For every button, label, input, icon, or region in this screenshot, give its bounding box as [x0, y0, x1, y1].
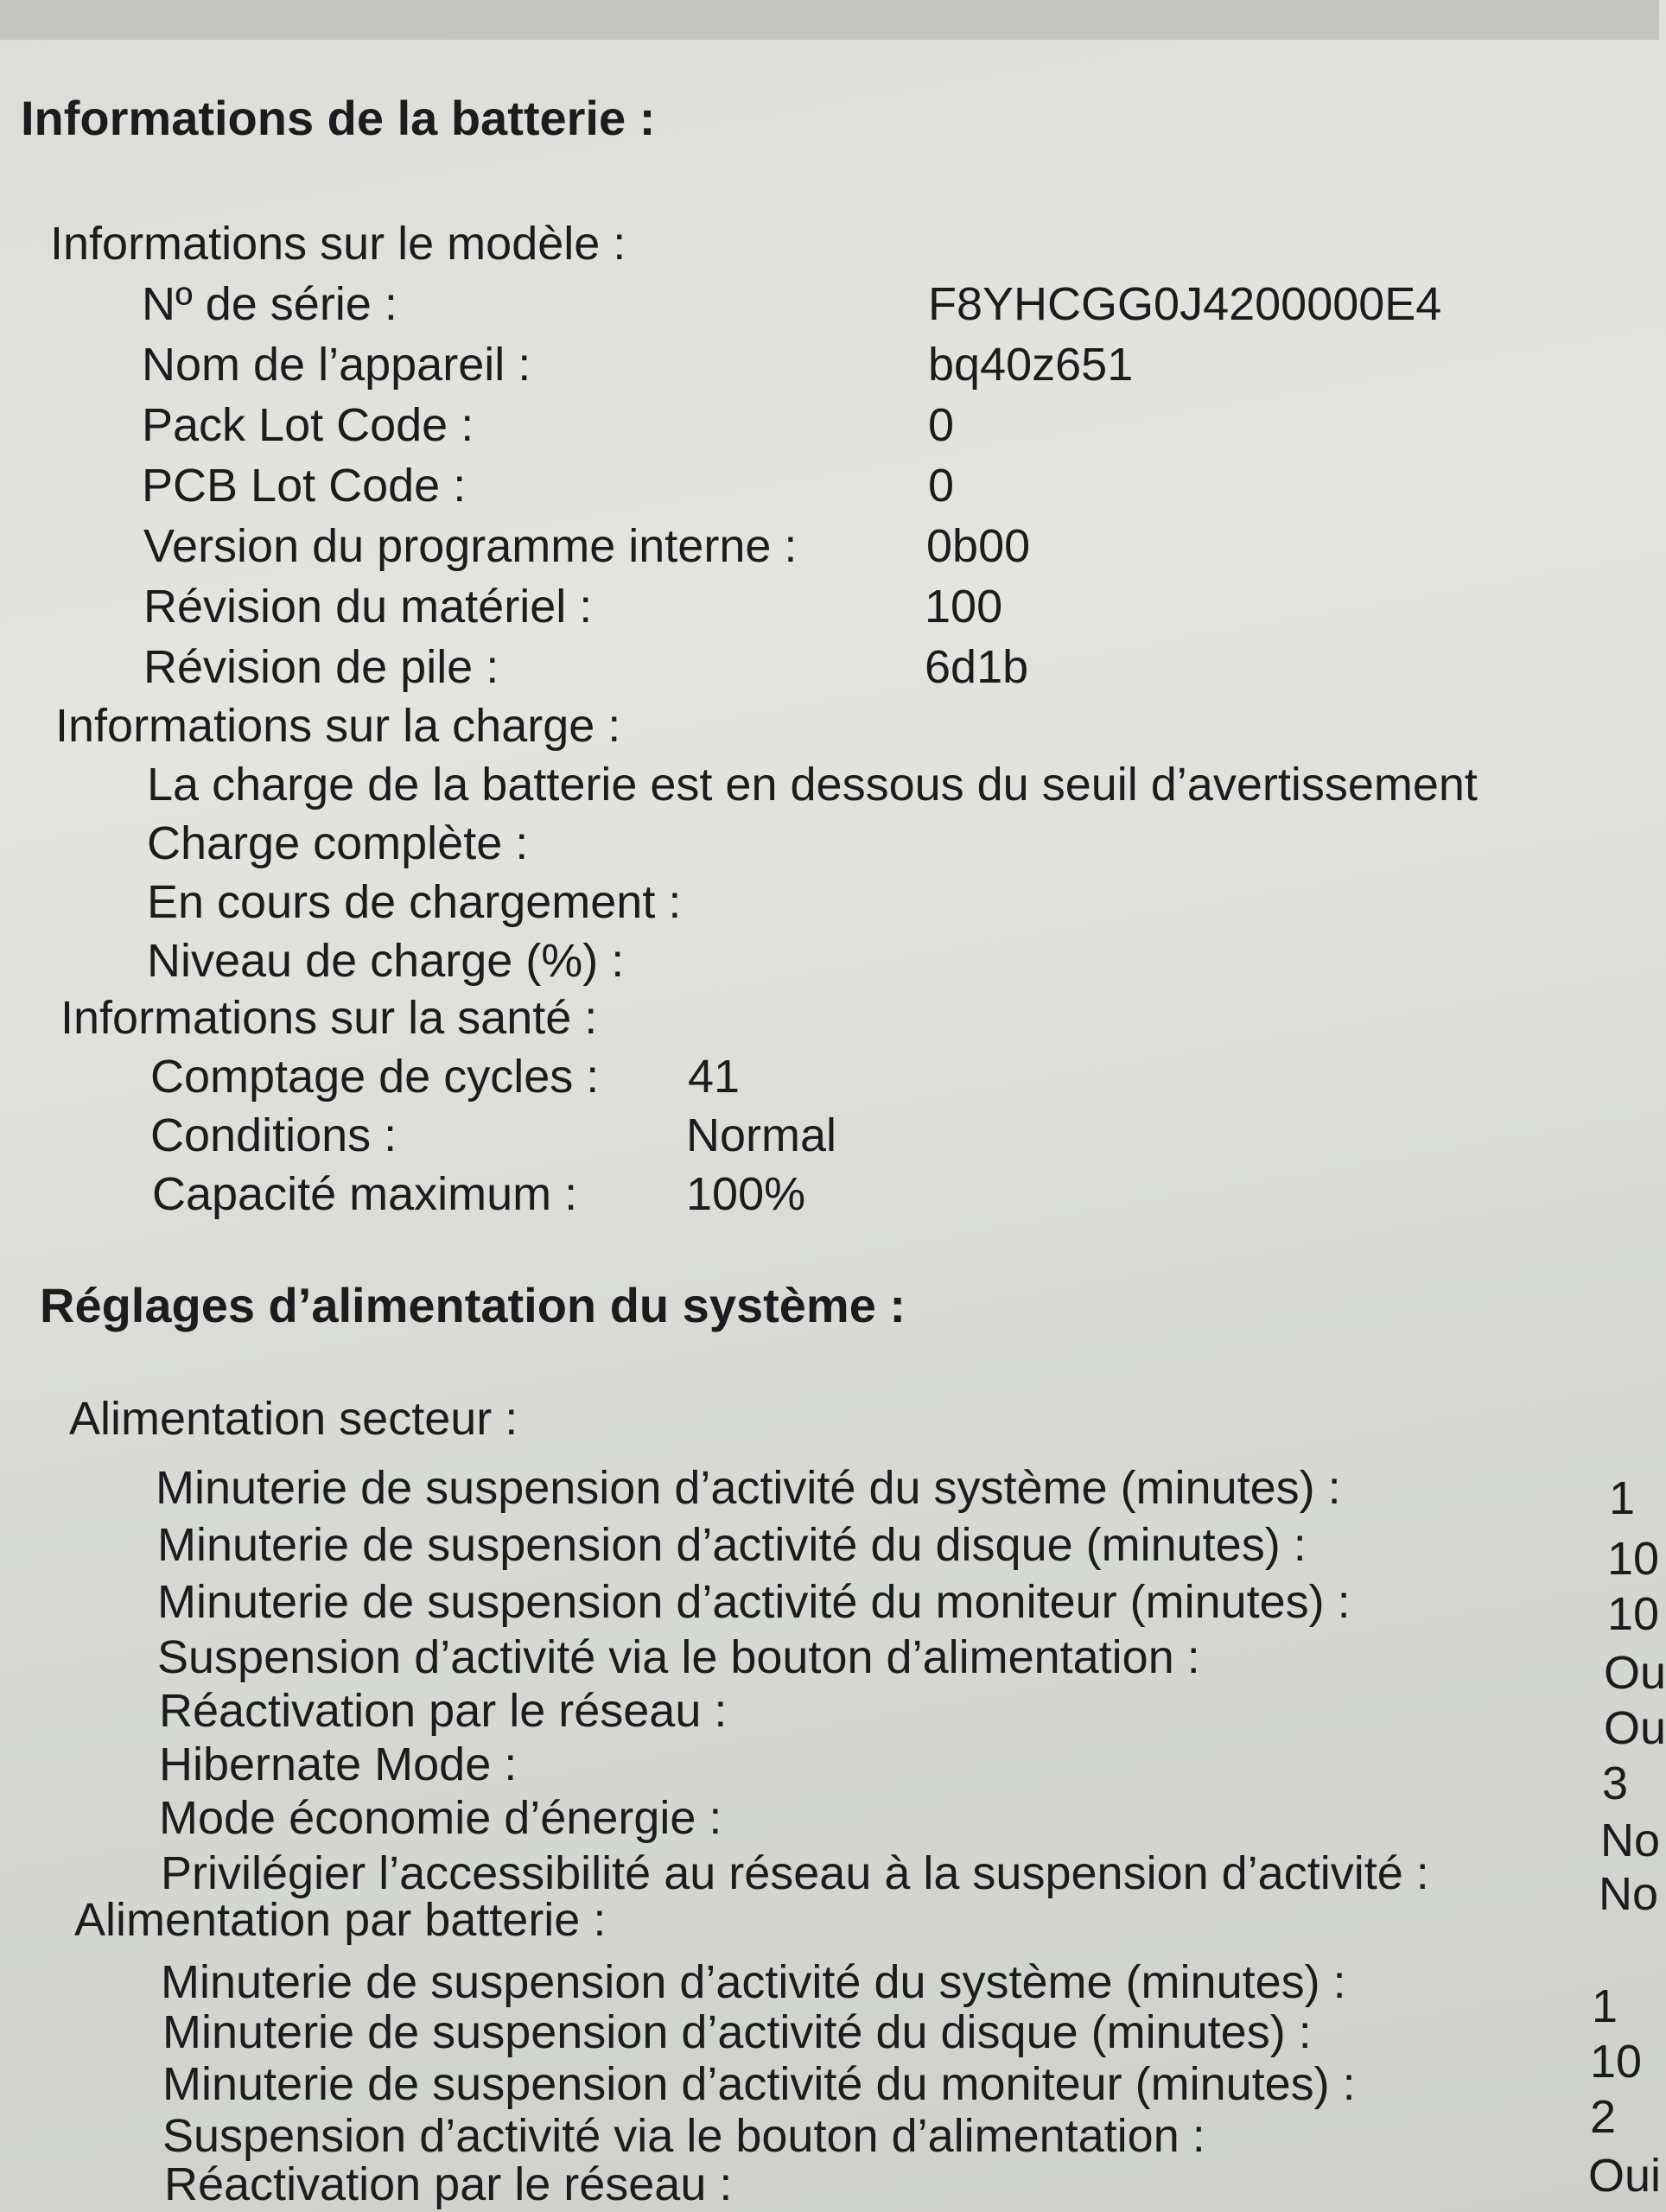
hardware-revision-value: 100: [925, 581, 1003, 632]
batt-display-sleep-label: Minuterie de suspension d’activité du moniteur (minutes) :: [162, 2058, 1356, 2110]
ac-wake-on-lan-label: Réactivation par le réseau :: [159, 1685, 728, 1737]
firmware-version-label: Version du programme interne :: [143, 520, 798, 572]
model-info-heading: Informations sur le modèle :: [50, 218, 626, 270]
cycle-count-label: Comptage de cycles :: [150, 1051, 600, 1103]
health-info-heading: Informations sur la santé :: [60, 992, 598, 1044]
charge-warning-label: La charge de la batterie est en dessous du seuil d’avertissement: [147, 759, 1478, 810]
cycle-count-value: 41: [688, 1051, 741, 1103]
charge-info-heading: Informations sur la charge :: [55, 700, 621, 752]
ac-disk-sleep-value: 10: [1607, 1533, 1660, 1585]
max-capacity-label: Capacité maximum :: [152, 1168, 578, 1220]
batt-power-button-sleep-value: Oui: [1588, 2150, 1662, 2202]
batt-power-button-sleep-label: Suspension d’activité via le bouton d’alimentation :: [162, 2110, 1205, 2162]
condition-label: Conditions :: [150, 1109, 397, 1161]
ac-hibernate-mode-value: 3: [1602, 1758, 1629, 1809]
ac-network-priority-label: Privilégier l’accessibilité au réseau à la suspension d’activité :: [161, 1847, 1429, 1899]
battery-power-heading: Alimentation par batterie :: [74, 1894, 607, 1946]
ac-system-sleep-label: Minuterie de suspension d’activité du système (minutes) :: [156, 1462, 1341, 1514]
device-name-label: Nom de l’appareil :: [142, 339, 531, 391]
ac-low-power-mode-label: Mode économie d’énergie :: [159, 1792, 722, 1844]
ac-wake-on-lan-value: Ou: [1604, 1702, 1666, 1754]
ac-hibernate-mode-label: Hibernate Mode :: [159, 1738, 518, 1790]
charging-label: En cours de chargement :: [147, 876, 682, 928]
batt-display-sleep-value: 2: [1590, 2091, 1617, 2143]
serial-number-value: F8YHCGG0J4200000E4: [928, 278, 1442, 330]
hardware-revision-label: Révision du matériel :: [143, 581, 593, 632]
ac-power-heading: Alimentation secteur :: [69, 1393, 518, 1445]
pack-lot-code-label: Pack Lot Code :: [142, 399, 474, 451]
ac-display-sleep-label: Minuterie de suspension d’activité du moniteur (minutes) :: [157, 1576, 1351, 1628]
pcb-lot-code-label: PCB Lot Code :: [142, 460, 467, 512]
batt-disk-sleep-value: 10: [1590, 2036, 1643, 2088]
batt-system-sleep-label: Minuterie de suspension d’activité du système (minutes) :: [161, 1956, 1346, 2008]
pack-lot-code-value: 0: [928, 399, 955, 451]
batt-system-sleep-value: 1: [1592, 1980, 1618, 2032]
fully-charged-label: Charge complète :: [147, 817, 529, 869]
ac-power-button-sleep-label: Suspension d’activité via le bouton d’alimentation :: [157, 1631, 1200, 1683]
ac-disk-sleep-label: Minuterie de suspension d’activité du disque (minutes) :: [157, 1519, 1307, 1571]
max-capacity-value: 100%: [686, 1168, 806, 1220]
ac-display-sleep-value: 10: [1607, 1588, 1660, 1640]
ac-power-button-sleep-value: Ou: [1604, 1647, 1666, 1699]
cell-revision-label: Révision de pile :: [143, 641, 499, 693]
ac-low-power-mode-value: No: [1600, 1815, 1661, 1866]
batt-wake-on-lan-label: Réactivation par le réseau :: [164, 2158, 733, 2210]
power-section-title: Réglages d’alimentation du système :: [40, 1278, 906, 1332]
charge-level-label: Niveau de charge (%) :: [147, 935, 625, 987]
condition-value: Normal: [686, 1109, 837, 1161]
cell-revision-value: 6d1b: [925, 641, 1029, 693]
device-name-value: bq40z651: [928, 339, 1134, 391]
ac-network-priority-value: No: [1599, 1868, 1659, 1920]
battery-section-title: Informations de la batterie :: [21, 91, 656, 145]
pcb-lot-code-value: 0: [928, 460, 955, 512]
batt-disk-sleep-label: Minuterie de suspension d’activité du disque (minutes) :: [162, 2006, 1312, 2058]
serial-number-label: Nº de série :: [142, 278, 397, 330]
firmware-version-value: 0b00: [926, 520, 1031, 572]
ac-system-sleep-value: 1: [1609, 1472, 1636, 1524]
